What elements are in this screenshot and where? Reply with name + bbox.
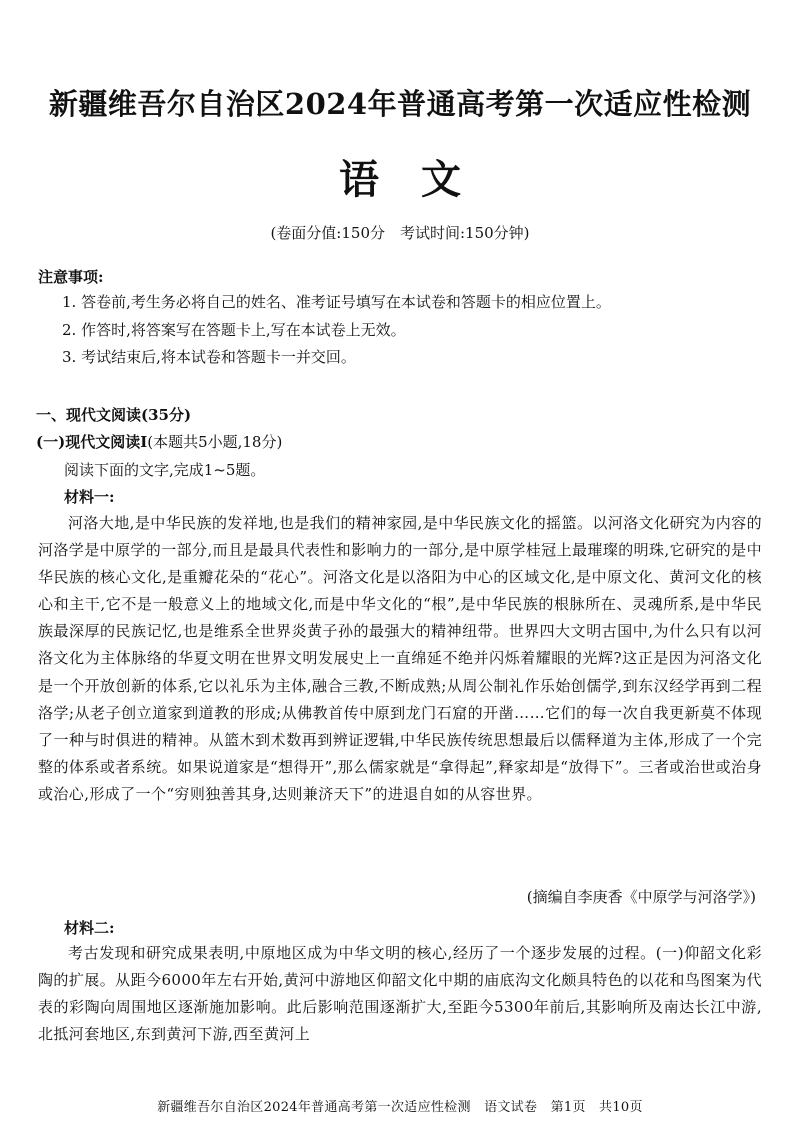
material-one-source: (摘编自李庚香《中原学与河洛学》) <box>526 888 756 906</box>
subject-title: 语文 <box>339 156 503 203</box>
subsection-heading-rest: (本题共5小题,18分) <box>147 433 283 451</box>
subsection-heading <box>36 431 282 452</box>
page-footer: 新疆维吾尔自治区2024年普通高考第一次适应性检测 语文试卷 第1页 共10页 <box>157 1100 643 1115</box>
exam-title: 新疆维吾尔自治区2024年普通高考第一次适应性检测 <box>48 87 752 121</box>
material-one-text: 河洛大地,是中华民族的发祥地,也是我们的精神家园,是中华民族文化的摇篮。以河洛文化研究为内容的河洛学是中原学的一部分,而且是最具代表性和影响力的一部分,是中原学桂冠上最璀璨的明珠,它研究的是中华民族的核心文化,是重瓣花朵的“花心”。河洛文化是以洛阳为中心的区域文化,是中原文化、黄河文化的核心和主干,它不是一般意义上的地域文化,而是中华文化的“根”,是中华民族的根脉所在、灵魂所系,是中华民族最深厚的民族记忆,也是维系全世界炎黄子孙的最强大的精神纽带。世界四大文明古国中,为什么只有以河洛文化为主体脉络的华夏文明在世界文明发展史上一直绵延不绝并闪烁着耀眼的光辉?这正是因为河洛文化是一个开放创新的体系,它以礼乐为主体,融合三教,不断成熟;从周公制礼作乐始创儒学,到东汉经学再到二程洛学;从老子创立道家到道教的形成;从佛教首传中原到龙门石窟的开凿……它们的每一次自我更新莫不体现了一种与时俱进的精神。从篮木到术数再到辨证逻辑,中华民族传统思想最后以儒释道为主体,形成了一个完整的体系或者系统。如果说道家是“想得开”,那么儒家就是“拿得起”,释家却是“放得下”。三者或治世或治身或治心,形成了一个“穷则独善其身,达则兼济天下”的进退自如的从容世界。 <box>38 514 762 803</box>
subsection-heading-bold: (一)现代文阅读Ⅰ <box>36 433 148 451</box>
material-two-text: 考古发现和研究成果表明,中原地区成为中华文明的核心,经历了一个逐步发展的过程。(一)仰韶文化彩陶的扩展。从距今6000年左右开始,黄河中游地区仰韶文化中期的庙底沟文化颇具特色的以花和鸟图案为代表的彩陶向周围地区逐渐施加影响。此后影响范围逐渐扩大,至距今5300年前后,其影响所及南达长江中游,北抵河套地区,东到黄河下游,西至黄河上 <box>38 944 762 1044</box>
material-two-label: 材料二: <box>64 919 115 937</box>
reading-instruction: 阅读下面的文字,完成1~5题。 <box>64 461 266 479</box>
notice-item: 1. 答卷前,考生务必将自己的姓名、准考证号填写在本试卷和答题卡的相应位置上。 <box>62 293 611 311</box>
section-heading: 一、现代文阅读(35分) <box>36 406 192 424</box>
notice-heading: 注意事项: <box>38 268 104 286</box>
notice-item: 3. 考试结束后,将本试卷和答题卡一并交回。 <box>62 348 356 366</box>
notice-item: 2. 作答时,将答案写在答题卡上,写在本试卷上无效。 <box>62 321 406 339</box>
material-one-label: 材料一: <box>64 488 115 506</box>
score-time-info: (卷面分值:150分 考试时间:150分钟) <box>270 224 530 242</box>
